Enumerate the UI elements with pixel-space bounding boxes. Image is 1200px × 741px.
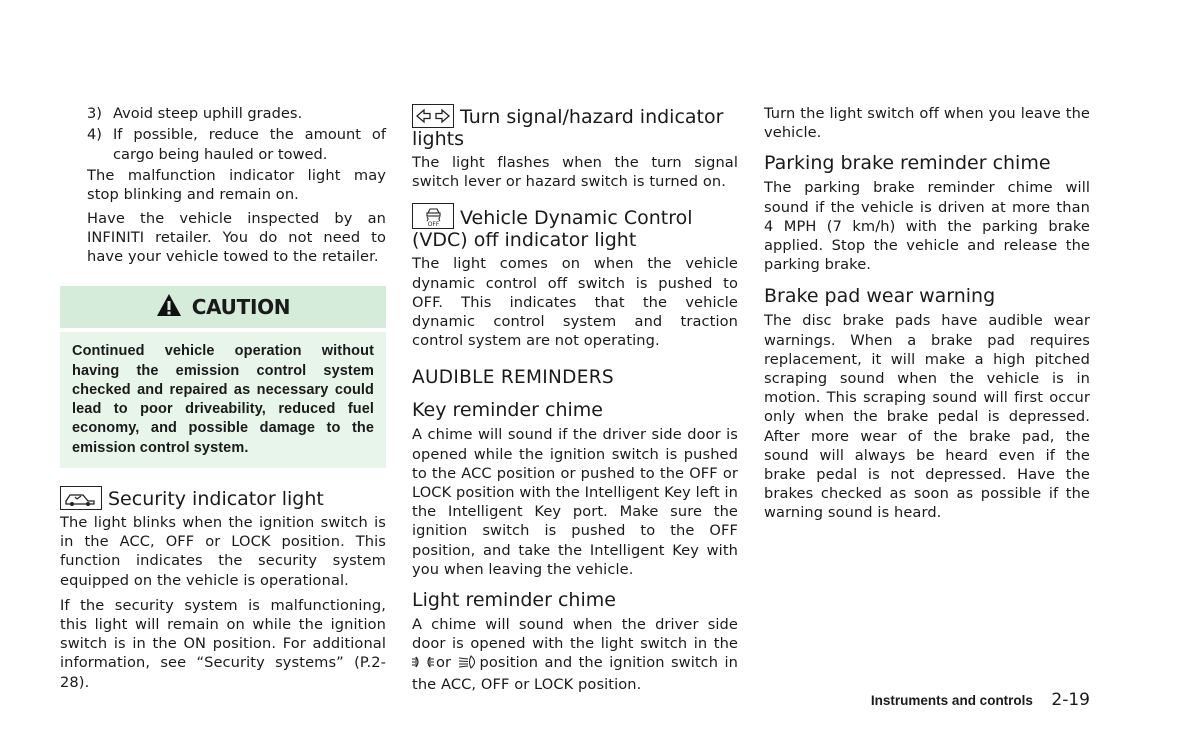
parking-brake-paragraph: The parking brake reminder chime will sound if the vehicle is driven at more than 4 MPH (7 km/h) with the parking brake applied. Stop the vehicle and release the parking brake. [764, 179, 1090, 274]
light-reminder-text-a: A chime will sound when the driver side door is opened with the light switch in the [412, 616, 738, 653]
numbered-list [60, 104, 386, 164]
turn-signal-heading [412, 104, 738, 150]
vdc-section [412, 203, 738, 350]
parking-light-icon [412, 655, 436, 674]
security-paragraph-2: If the security system is malfunctioning, this light will remain on while the ignition switch is in the ON position. For additional information, see “Security systems” (P.2-28). [60, 596, 386, 691]
column-middle [412, 104, 738, 694]
key-reminder-paragraph: A chime will sound if the driver side door is opened while the ignition switch is pushed to the ACC position or pushed to the OFF or LOCK position with the Intelligent Key left in the Intelligent Key port. Make sure the ignition switch is pushed to the OFF position, and take the Intelligent Key with you when leaving the vehicle. [412, 426, 738, 578]
security-section [60, 486, 386, 692]
warning-triangle-icon [156, 293, 182, 321]
parking-brake-heading: Parking brake reminder chime [764, 152, 1051, 175]
light-reminder-paragraph [412, 615, 738, 694]
security-heading-text: Security indicator light [108, 488, 324, 511]
security-car-icon [60, 486, 102, 510]
caution-body [60, 332, 386, 468]
turn-arrows-icon [412, 104, 454, 128]
brake-pad-section [764, 285, 1090, 522]
light-reminder-heading: Light reminder chime [412, 589, 616, 612]
brake-pad-paragraph: The disc brake pads have audible wear warnings. When a brake pad requires replacement, it will make a high pitched scraping sound when the vehicle is in motion. This scraping sound will first occur only when the brake pedal is depressed. After more wear of the brake pad, the sound will always be heard even if the brake pedal is not depressed. Have the brakes checked as soon as possible if the warning sound is heard. [764, 312, 1090, 522]
vdc-off-icon [412, 203, 454, 229]
column-left [60, 104, 386, 692]
list-number: 3) [87, 105, 102, 122]
key-reminder-heading: Key reminder chime [412, 399, 603, 422]
malfunction-paragraph: The malfunction indicator light may stop blinking and remain on. [87, 167, 386, 204]
headlight-icon [458, 655, 480, 674]
list-text: Avoid steep uphill grades. [113, 105, 303, 122]
caution-header [60, 286, 386, 328]
page-footer [871, 690, 1090, 710]
light-reminder-or: or [436, 654, 452, 672]
list-text: If possible, reduce the amount of cargo being hauled or towed. [113, 126, 386, 163]
audible-reminders-heading: AUDIBLE REMINDERS [412, 367, 614, 389]
column-right [764, 104, 1090, 523]
list-item [60, 125, 386, 164]
key-reminder-section [412, 399, 738, 579]
list-number: 4) [87, 126, 102, 144]
turn-signal-paragraph: The light flashes when the turn signal switch lever or hazard switch is turned on. [412, 154, 738, 191]
turn-signal-heading-text: Turn signal/hazard indicator lights [412, 106, 724, 150]
page-number: 2-19 [1051, 690, 1090, 710]
caution-box [60, 286, 386, 468]
caution-text: Continued vehicle operation without having the emission control system checked and repaired as necessary could lead to poor driveability, reduced fuel economy, and possible damage to the emission control system. [72, 343, 374, 456]
light-reminder-text-b: position and the ignition switch in the ACC, OFF or LOCK position. [412, 654, 739, 693]
footer-section-title: Instruments and controls [870, 693, 1033, 708]
list-item [60, 104, 386, 123]
turn-signal-section [412, 104, 738, 191]
vdc-off-icon-label: OFF [427, 221, 440, 229]
vdc-heading [412, 203, 738, 251]
light-switch-off-paragraph: Turn the light switch off when you leave the vehicle. [764, 105, 1090, 142]
inspection-paragraph: Have the vehicle inspected by an INFINITI retailer. You do not need to have your vehicle towed to the retailer. [87, 209, 386, 266]
security-paragraph-1: The light blinks when the ignition switch is in the ACC, OFF or LOCK position. This function indicates the security system equipped on the vehicle is operational. [60, 514, 386, 589]
security-heading [60, 486, 386, 510]
brake-pad-heading: Brake pad wear warning [764, 285, 996, 308]
light-reminder-section [412, 589, 738, 694]
parking-brake-section [764, 152, 1090, 274]
vdc-paragraph: The light comes on when the vehicle dynamic control off switch is pushed to OFF. This indicates that the vehicle dynamic control system and traction control system are not operating. [412, 255, 738, 350]
vdc-heading-text: Vehicle Dynamic Control (VDC) off indicator light [412, 207, 693, 252]
caution-title: CAUTION [191, 295, 291, 320]
